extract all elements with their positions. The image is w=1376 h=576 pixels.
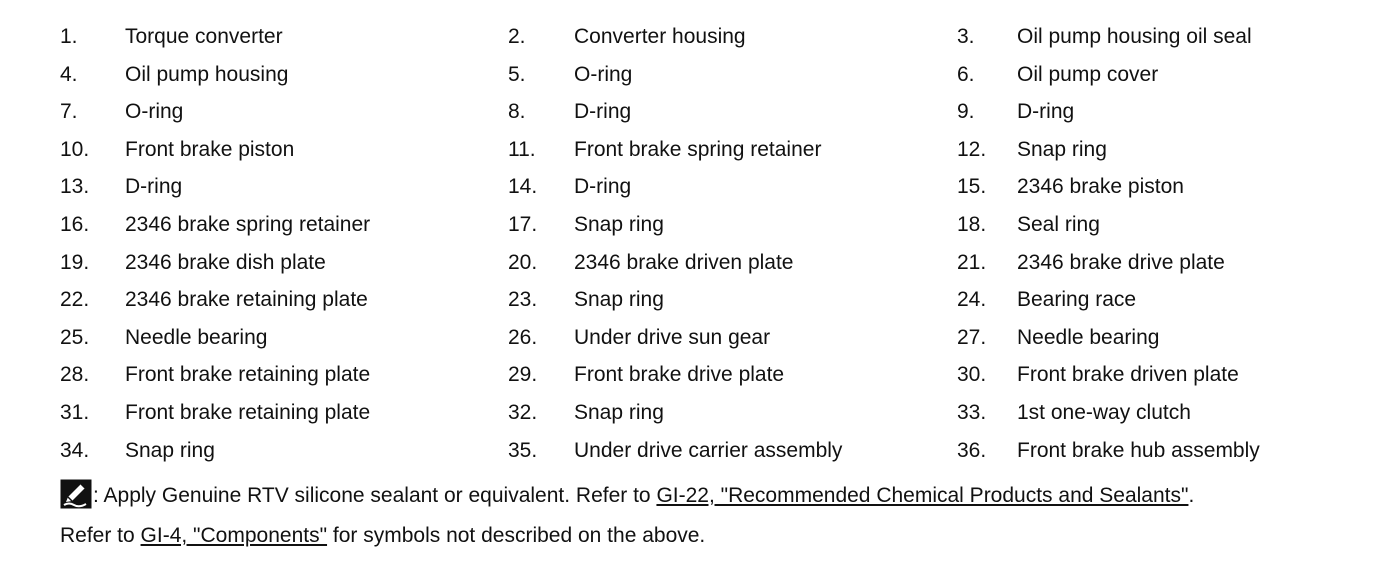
part-number: 4. [60,62,78,86]
part-label: Torque converter [125,25,283,48]
part-number: 1. [60,25,78,48]
part-label: Under drive sun gear [574,325,771,349]
part-label: Front brake piston [125,137,295,161]
part-label: 2346 brake spring retainer [125,212,371,236]
parts-row [60,432,1340,470]
part-label: Snap ring [1017,137,1107,161]
part-label: O-ring [125,100,184,124]
part-label: Converter housing [574,25,746,48]
part-number: 31. [60,400,90,424]
part-label: Front brake driven plate [1017,363,1239,387]
parts-list [60,18,1340,469]
part-label: Seal ring [1017,212,1100,236]
part-label: D-ring [1017,100,1075,124]
part-number: 21. [957,250,987,274]
part-label: Front brake hub assembly [1017,438,1260,462]
part-label: Front brake drive plate [574,363,785,387]
part-number: 30. [957,363,987,387]
part-number: 26. [508,325,538,349]
note2-text-end: for symbols not described on the above. [327,524,706,547]
note-text: : Apply Genuine RTV silicone sealant or equivalent. Refer to [93,484,657,507]
parts-row [60,206,1340,244]
part-number: 29. [508,363,538,387]
gi-22-link[interactable]: GI-22, "Recommended Chemical Products and Sealants" [656,484,1189,507]
part-number: 20. [508,250,538,274]
part-number: 5. [508,62,526,86]
part-number: 33. [957,400,987,424]
parts-row [60,319,1340,357]
part-number: 18. [957,212,987,236]
part-label: Bearing race [1017,288,1137,312]
part-number: 8. [508,100,526,124]
part-label: Oil pump housing oil seal [1017,25,1252,48]
part-label: D-ring [125,175,183,199]
parts-row [60,18,1340,56]
note2-text: Refer to [60,524,141,547]
part-number: 34. [60,438,90,462]
part-label: Snap ring [574,288,664,312]
part-number: 19. [60,250,90,274]
part-number: 10. [60,137,90,161]
part-number: 27. [957,325,987,349]
part-label: Under drive carrier assembly [574,438,843,462]
part-label: 2346 brake retaining plate [125,288,368,312]
part-label: O-ring [574,62,633,86]
part-label: 2346 brake driven plate [574,250,794,274]
part-label: Front brake retaining plate [125,363,371,387]
part-number: 13. [60,175,90,199]
sealant-symbol-icon [60,479,92,509]
part-label: Needle bearing [125,325,268,349]
part-label: Needle bearing [1017,325,1160,349]
part-label: Front brake retaining plate [125,400,371,424]
part-number: 6. [957,62,975,86]
part-number: 17. [508,212,538,236]
part-number: 3. [957,25,975,48]
part-number: 15. [957,175,987,199]
part-label: 2346 brake dish plate [125,250,326,274]
part-number: 12. [957,137,987,161]
gi-4-link[interactable]: GI-4, "Components" [140,524,328,547]
part-number: 25. [60,325,90,349]
part-label: 2346 brake drive plate [1017,250,1225,274]
part-label: Front brake spring retainer [574,137,822,161]
part-number: 22. [60,288,90,312]
part-number: 35. [508,438,538,462]
part-number: 23. [508,288,538,312]
part-number: 24. [957,288,987,312]
part-number: 7. [60,100,78,124]
part-number: 14. [508,175,538,199]
part-number: 36. [957,438,987,462]
part-number: 9. [957,100,975,124]
part-label: Snap ring [574,400,664,424]
parts-row [60,244,1340,282]
part-label: 2346 brake piston [1017,175,1184,199]
part-label: Snap ring [125,438,215,462]
part-number: 2. [508,25,526,48]
part-number: 11. [508,137,536,161]
part-number: 28. [60,363,90,387]
part-label: D-ring [574,175,632,199]
part-number: 16. [60,212,90,236]
sealant-note [60,480,1194,512]
parts-row [60,168,1340,206]
part-label: Oil pump cover [1017,62,1159,86]
part-number: 32. [508,400,538,424]
parts-row [60,356,1340,394]
part-label: 1st one-way clutch [1017,400,1191,424]
note-text-end: . [1188,484,1195,507]
parts-row [60,131,1340,169]
part-label: Snap ring [574,212,664,236]
parts-row [60,394,1340,432]
parts-row [60,56,1340,94]
parts-row [60,281,1340,319]
parts-row [60,93,1340,131]
part-label: D-ring [574,100,632,124]
part-label: Oil pump housing [125,62,289,86]
symbols-note [60,520,705,552]
